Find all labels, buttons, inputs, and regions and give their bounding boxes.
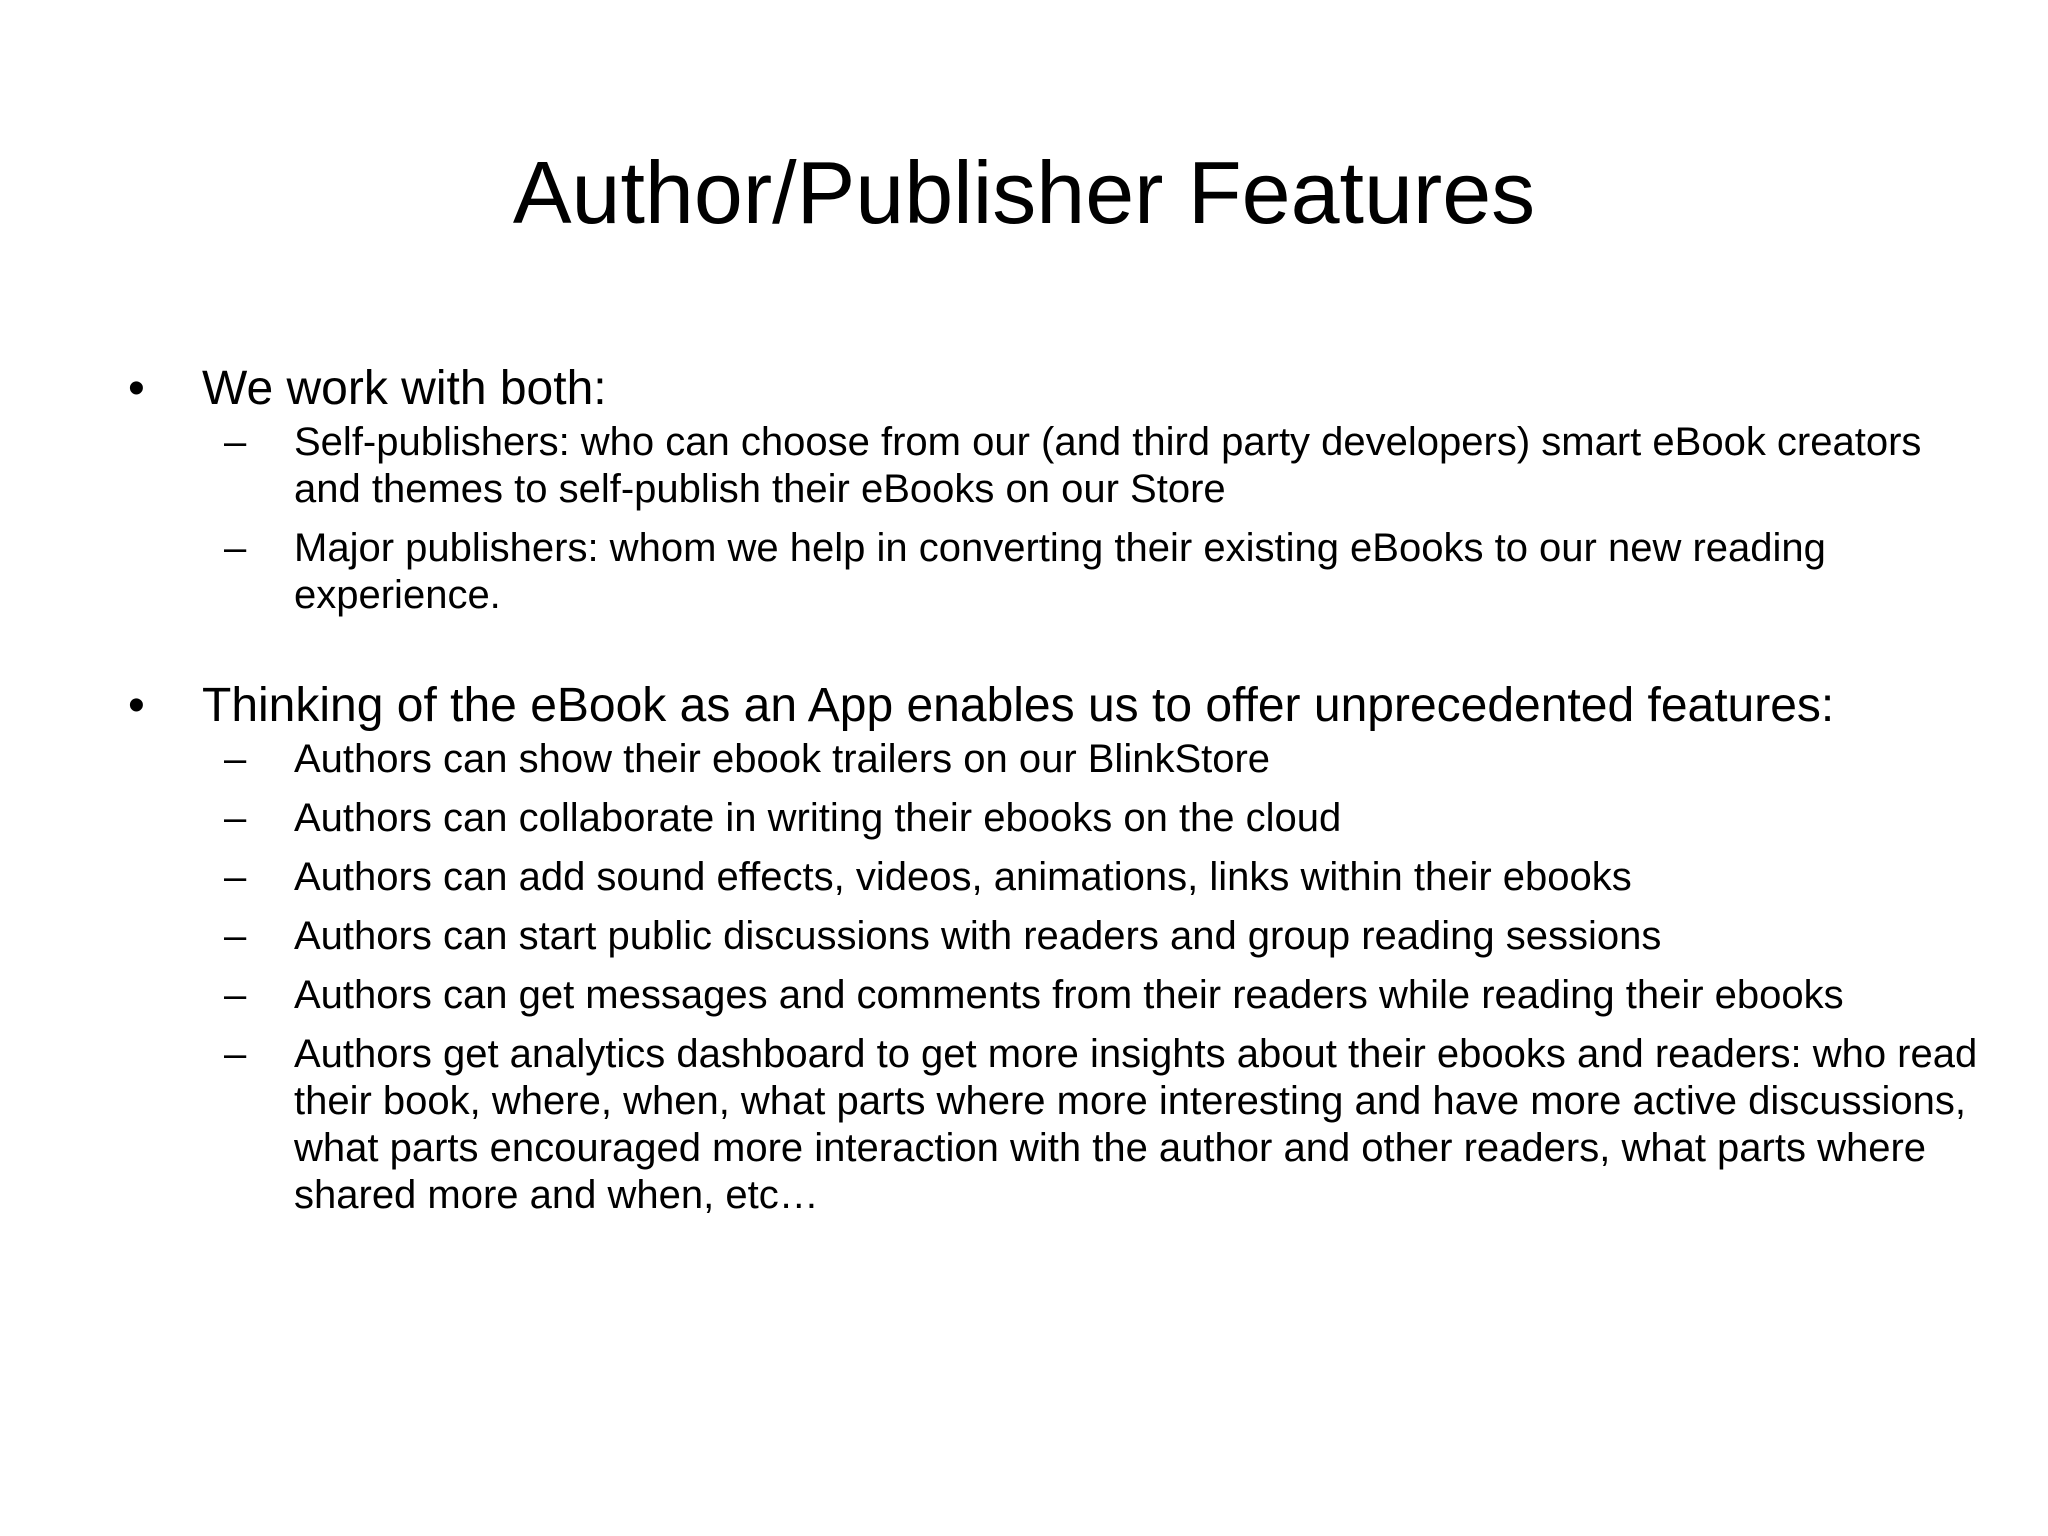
sub-item xyxy=(120,913,1980,960)
sub-list xyxy=(120,419,1980,619)
sub-item-text: Self-publishers: who can choose from our (and third party developers) smart eBook creators and themes to self-publish their eBooks on our Store xyxy=(294,420,1922,511)
bullet-icon: • xyxy=(128,679,145,732)
slide-body xyxy=(120,362,1980,1219)
sub-item-text: Authors can collaborate in writing their ebooks on the cloud xyxy=(294,796,1342,840)
sub-item xyxy=(120,736,1980,783)
sub-item-text: Authors can start public discussions with readers and group reading sessions xyxy=(294,914,1662,958)
sub-item xyxy=(120,854,1980,901)
sub-list xyxy=(120,736,1980,1219)
sub-item-text: Major publishers: whom we help in converting their existing eBooks to our new reading experience. xyxy=(294,526,1826,617)
dash-icon: – xyxy=(224,973,247,1017)
sub-item-text: Authors can add sound effects, videos, animations, links within their ebooks xyxy=(294,855,1632,899)
sub-item-text: Authors get analytics dashboard to get more insights about their ebooks and readers: who read their book, where, when, what parts where more interesting and have more active discussions, what parts encouraged more interaction with the author and other readers, what parts where shared more and when, etc… xyxy=(294,1032,1978,1217)
slide-title: Author/Publisher Features xyxy=(512,143,1536,242)
sub-item xyxy=(120,795,1980,842)
dash-icon: – xyxy=(224,1032,247,1076)
dash-icon: – xyxy=(224,796,247,840)
bullet-icon: • xyxy=(128,362,145,415)
sub-item xyxy=(120,525,1980,619)
sub-item-text: Authors can show their ebook trailers on our BlinkStore xyxy=(294,737,1271,781)
bullet-text: Thinking of the eBook as an App enables us to offer unprecedented features: xyxy=(202,679,1835,732)
sub-item xyxy=(120,972,1980,1019)
bullet-item xyxy=(120,362,1980,415)
bullet-item xyxy=(120,679,1980,732)
bullet-text: We work with both: xyxy=(202,362,607,415)
dash-icon: – xyxy=(224,914,247,958)
dash-icon: – xyxy=(224,526,247,570)
dash-icon: – xyxy=(224,420,247,464)
dash-icon: – xyxy=(224,737,247,781)
sub-item xyxy=(120,419,1980,513)
sub-item xyxy=(120,1031,1980,1219)
dash-icon: – xyxy=(224,855,247,899)
sub-item-text: Authors can get messages and comments from their readers while reading their ebooks xyxy=(294,973,1844,1017)
